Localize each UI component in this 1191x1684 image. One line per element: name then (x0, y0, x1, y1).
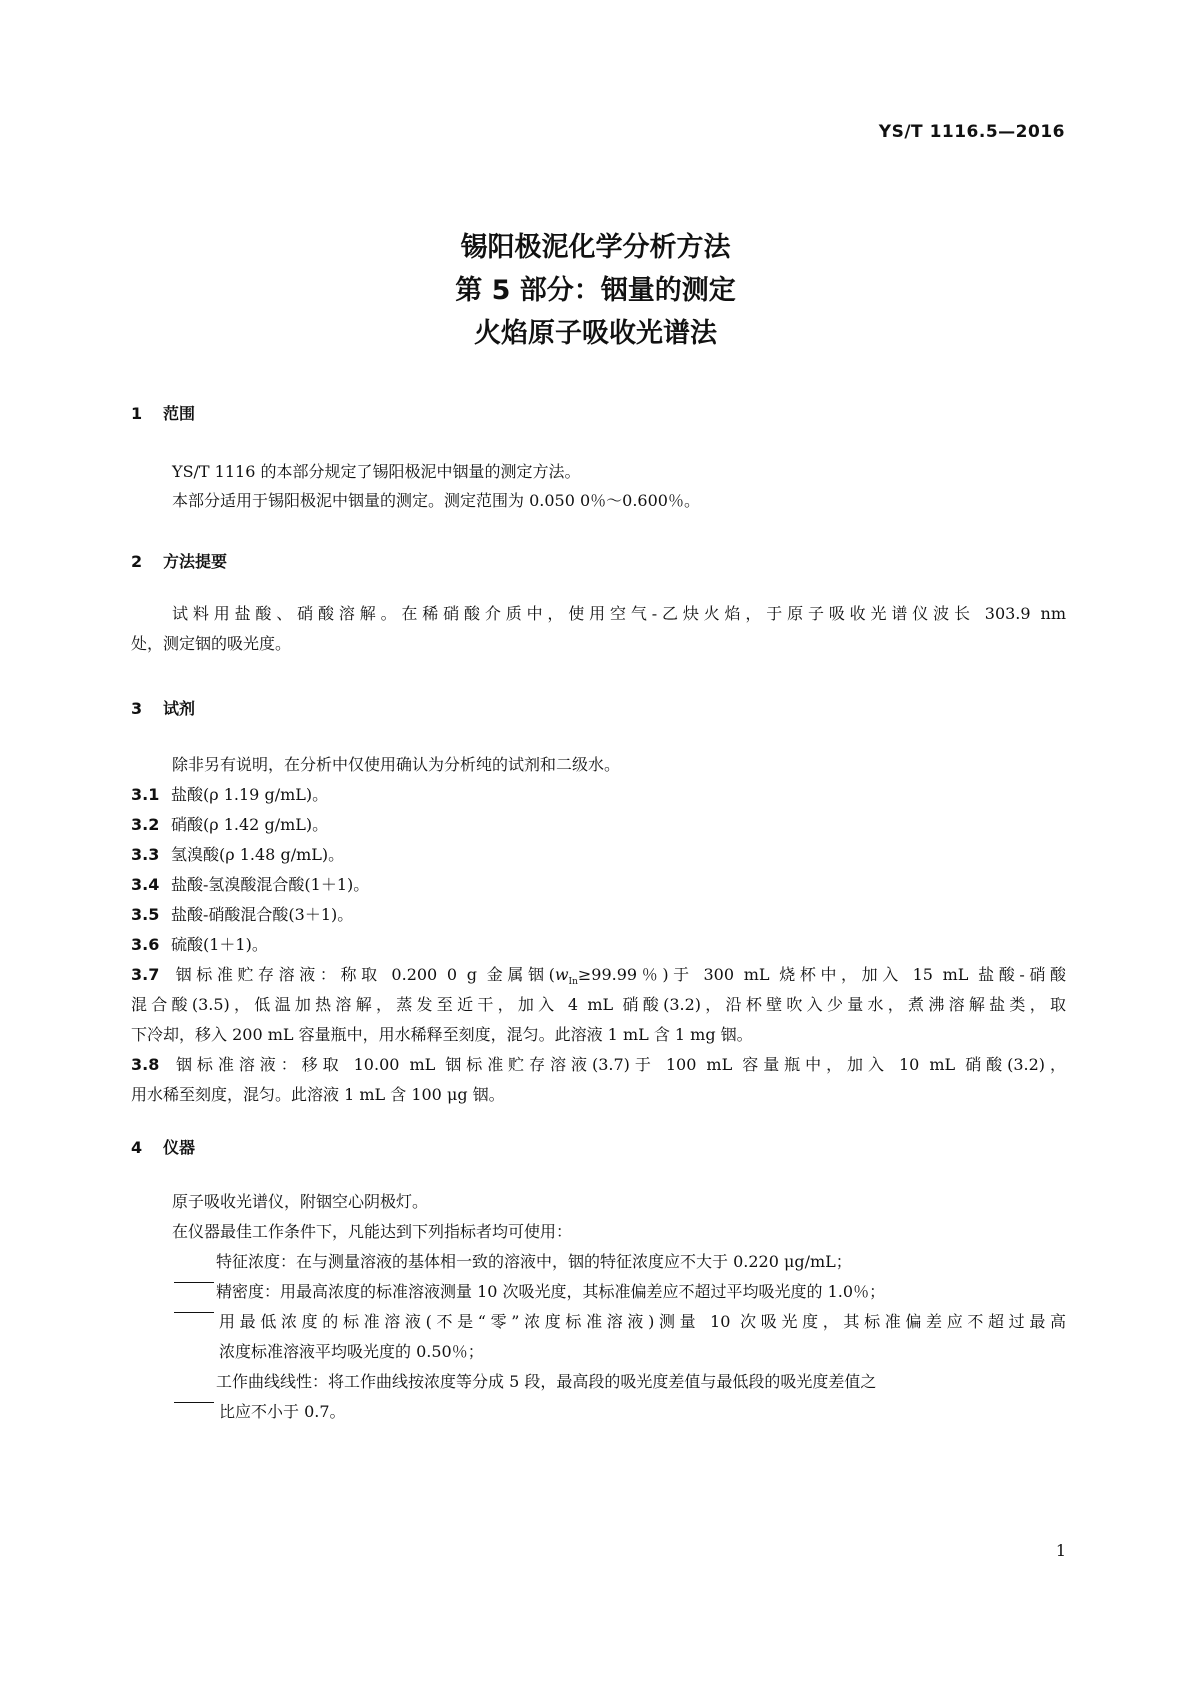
list-item (131, 840, 1066, 870)
title-line-1: 锡阳极泥化学分析方法 (460, 232, 731, 263)
item-text: 盐酸-氢溴酸混合酸(1＋1)。 (171, 875, 370, 894)
item-number: 3.7 (131, 965, 160, 984)
section-4-paragraph-1: 原子吸收光谱仪，附铟空心阴极灯。 (172, 1192, 429, 1211)
section-4-body (131, 1187, 1066, 1427)
list-item-3-8-line-2: 用水稀至刻度，混匀。此溶液 1 mL 含 100 μg 铟。 (131, 1085, 505, 1104)
mass-fraction-symbol: w (554, 965, 569, 984)
item-text: 盐酸-硝酸混合酸(3＋1)。 (171, 905, 354, 924)
list-item (131, 900, 1066, 930)
item-text: 铟标准溶液：移取 10.00 mL 铟标准贮存溶液(3.7)于 100 mL 容量瓶中，加入 10 mL 硝酸(3.2)， (171, 1055, 1066, 1074)
section-3-intro: 除非另有说明，在分析中仅使用确认为分析纯的试剂和二级水。 (172, 755, 621, 774)
section-number: 4 (131, 1138, 143, 1157)
section-2-line-1: 试料用盐酸、硝酸溶解。在稀硝酸介质中，使用空气-乙炔火焰，于原子吸收光谱仪波长 303.9 nm (172, 604, 1066, 623)
section-4-heading (131, 1135, 195, 1158)
list-item-3-7-line-3: 下冷却，移入 200 mL 容量瓶中，用水稀释至刻度，混匀。此溶液 1 mL 含 1 mg 铟。 (131, 1025, 753, 1044)
item-number: 3.4 (131, 875, 160, 894)
section-3-body (131, 750, 1066, 1110)
section-title: 方法提要 (163, 552, 228, 571)
item-text: 铟标准贮存溶液：称取 0.200 0 g 金属铟( (171, 965, 555, 984)
title-line-2: 第 5 部分：铟量的测定 (455, 275, 736, 306)
item-number: 3.5 (131, 905, 160, 924)
list-item (131, 1367, 1066, 1397)
section-4-paragraph-2: 在仪器最佳工作条件下，凡能达到下列指标者均可使用： (172, 1222, 573, 1241)
item-text: 硫酸(1＋1)。 (171, 935, 268, 954)
section-title: 试剂 (163, 699, 196, 718)
list-item-3-8-line-1 (131, 1050, 1066, 1080)
section-2-line-2: 处，测定铟的吸光度。 (131, 634, 292, 653)
page-number: 1 (1055, 1541, 1066, 1560)
list-item-continuation: 用最低浓度的标准溶液(不是“零”浓度标准溶液)测量 10 次吸光度，其标准偏差应不超过最高 (219, 1312, 1066, 1331)
list-item (131, 930, 1066, 960)
document-title (0, 226, 1191, 355)
list-item (131, 1277, 1066, 1307)
section-2-heading (131, 549, 227, 572)
item-text: 盐酸(ρ 1.19 g/mL)。 (171, 785, 329, 804)
title-line-3: 火焰原子吸收光谱法 (474, 318, 717, 349)
list-item (131, 1247, 1066, 1277)
section-1-paragraph-2: 本部分适用于锡阳极泥中铟量的测定。测定范围为 0.050 0％～0.600％。 (172, 491, 700, 510)
item-text: 特征浓度：在与测量溶液的基体相一致的溶液中，铟的特征浓度应不大于 0.220 μg/mL； (216, 1252, 852, 1271)
section-1-paragraph-1: YS/T 1116 的本部分规定了锡阳极泥中铟量的测定方法。 (172, 462, 581, 481)
section-number: 2 (131, 552, 143, 571)
list-item-continuation: 比应不小于 0.7。 (219, 1402, 346, 1421)
section-2-body (131, 599, 1066, 659)
section-1-heading (131, 401, 195, 424)
subscript-in: In (568, 977, 578, 988)
list-item (131, 810, 1066, 840)
list-item (131, 870, 1066, 900)
list-item-3-7-line-2: 混合酸(3.5)，低温加热溶解，蒸发至近干，加入 4 mL 硝酸(3.2)，沿杯壁吹入少量水，煮沸溶解盐类，取 (131, 995, 1066, 1014)
item-text: 工作曲线线性：将工作曲线按浓度等分成 5 段，最高段的吸光度差值与最低段的吸光度差值之 (216, 1372, 877, 1391)
item-number: 3.3 (131, 845, 160, 864)
item-text: 硝酸(ρ 1.42 g/mL)。 (171, 815, 329, 834)
section-title: 范围 (163, 404, 196, 423)
section-3-heading (131, 696, 195, 719)
item-text: 精密度：用最高浓度的标准溶液测量 10 次吸光度，其标准偏差应不超过平均吸光度的 1.0％； (216, 1282, 886, 1301)
standard-code: YS/T 1116.5—2016 (878, 122, 1065, 142)
item-number: 3.1 (131, 785, 160, 804)
item-text: 氢溴酸(ρ 1.48 g/mL)。 (171, 845, 345, 864)
list-item (131, 780, 1066, 810)
list-item-3-7-line-1 (131, 960, 1066, 990)
item-number: 3.6 (131, 935, 160, 954)
list-item-continuation: 浓度标准溶液平均吸光度的 0.50％； (219, 1342, 484, 1361)
item-number: 3.8 (131, 1055, 160, 1074)
section-number: 1 (131, 404, 143, 423)
section-number: 3 (131, 699, 143, 718)
section-title: 仪器 (163, 1138, 196, 1157)
item-number: 3.2 (131, 815, 160, 834)
item-text-cont: ≥99.99％)于 300 mL 烧杯中，加入 15 mL 盐酸-硝酸 (577, 965, 1066, 984)
